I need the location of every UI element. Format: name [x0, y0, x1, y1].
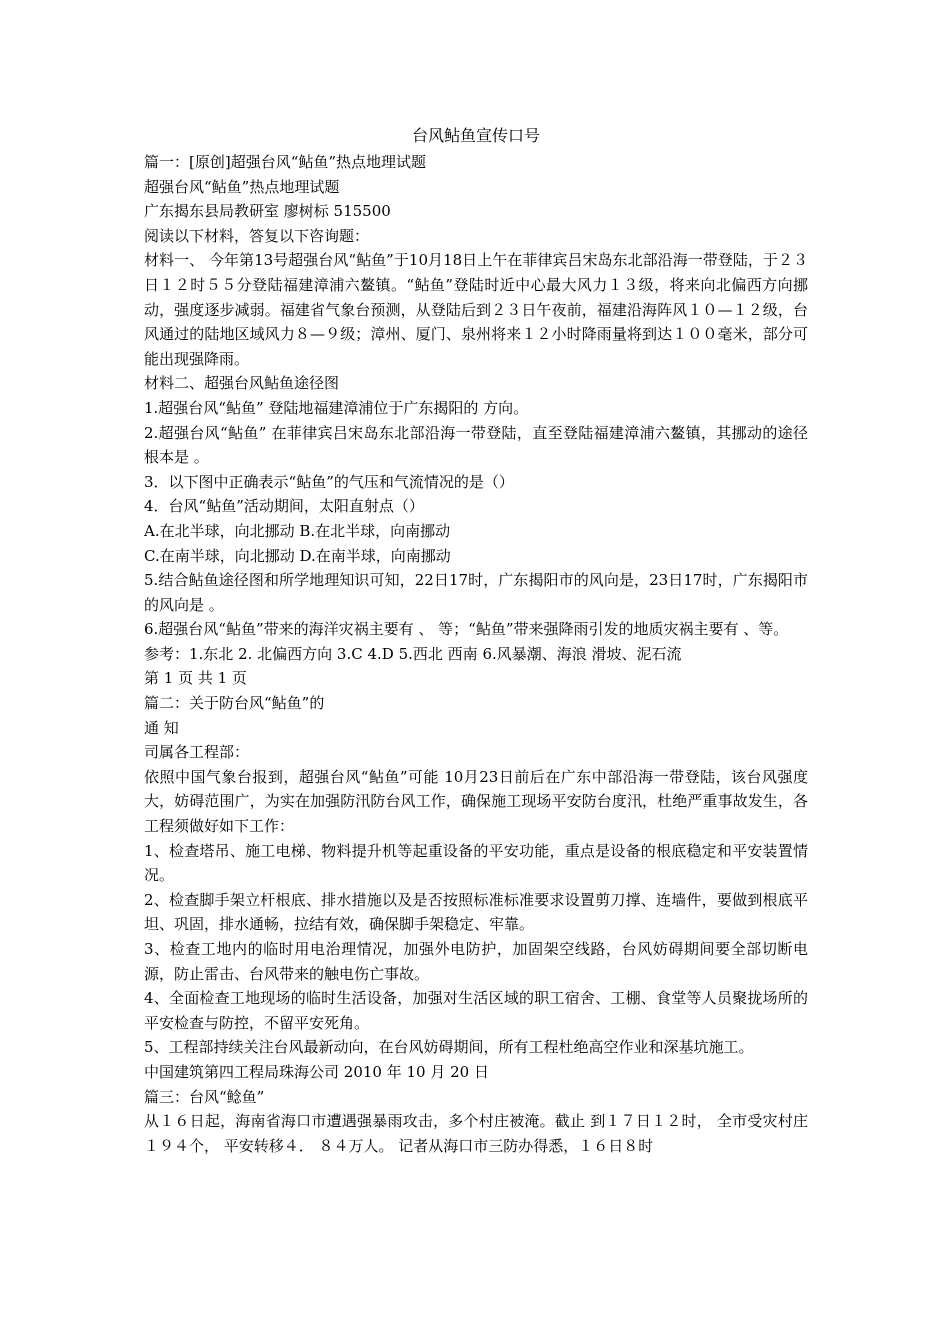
- document-paragraph: 1.超强台风“鲇鱼” 登陆地福建漳浦位于广东揭阳的 方向。: [144, 398, 529, 417]
- document-paragraph: 6.超强台风“鲇鱼”带来的海洋灾祸主要有 、 等；“鲇鱼”带来强降雨引发的地质灾祸主要有 、等。: [144, 620, 789, 639]
- document-paragraph: 2、检查脚手架立杆根底、排水措施以及是否按照标准标准要求设置剪刀撑、连墙件，要做到根底平坦、巩固，排水通畅，拉结有效，确保脚手架稳定、牢靠。: [144, 890, 808, 934]
- document-paragraph: 从１６日起，海南省海口市遭遇强暴雨攻击，多个村庄被淹。截止 到１７日１２时， 全市受灾村庄１９４个， 平安转移４． ８４万人。 记者从海口市三防办得悉，１６日８时: [144, 1112, 808, 1155]
- document-paragraph: 广东揭东县局教研室 廖树标 515500: [144, 202, 391, 221]
- document-paragraph: 第 1 页 共 1 页: [144, 669, 247, 688]
- document-paragraph: 5、工程部持续关注台风最新动向，在台风妨碍期间，所有工程杜绝高空作业和深基坑施工。: [144, 1038, 754, 1057]
- document-paragraph: 3．以下图中正确表示“鲇鱼”的气压和气流情况的是（）: [144, 472, 514, 491]
- document-paragraph: 篇三：台风“鲶鱼”: [144, 1087, 265, 1106]
- document-page: [144, 124, 808, 1158]
- document-paragraph: 4、全面检查工地现场的临时生活设备，加强对生活区域的职工宿舍、工棚、食堂等人员聚拢场所的平安检查与防控，不留平安死角。: [144, 989, 808, 1032]
- document-paragraph: 参考：1.东北 2. 北偏西方向 3.C 4.D 5.西北 西南 6.风暴潮、海浪 滑坡、泥石流: [144, 644, 682, 663]
- document-body: [144, 150, 808, 1158]
- document-paragraph: 3、检查工地内的临时用电治理情况，加强外电防护，加固架空线路，台风妨碍期间要全部切断电源，防止雷击、台风带来的触电伤亡事故。: [144, 940, 808, 983]
- document-paragraph: 篇二：关于防台风“鲇鱼”的: [144, 694, 325, 713]
- document-paragraph: 阅读以下材料，答复以下咨询题：: [144, 226, 370, 245]
- document-paragraph: 1、检查塔吊、施工电梯、物料提升机等起重设备的平安功能，重点是设备的根底稳定和平安装置情况。: [144, 841, 808, 885]
- document-paragraph: 中国建筑第四工程局珠海公司 2010 年 10 月 20 日: [144, 1062, 489, 1081]
- document-title: 台风鲇鱼宣传口号: [411, 126, 540, 145]
- document-paragraph: 通 知: [144, 718, 179, 737]
- document-paragraph: 依照中国气象台报到，超强台风“鲇鱼”可能 10月23日前后在广东中部沿海一带登陆，该台风强度大，妨碍范围广，为实在加强防汛防台风工作，确保施工现场平安防台度汛，杜绝严重事故发生，各工程须做好如下工作：: [144, 767, 808, 836]
- document-paragraph: 材料一、 今年第13号超强台风“鲇鱼”于10月18日上午在菲律宾吕宋岛东北部沿海一带登陆，于２３日１２时５５分登陆福建漳浦六鳌镇。“鲇鱼”登陆时近中心最大风力１３级，将来向北偏西方向挪动，强度逐步减弱。福建省气象台预测，从登陆后到２３日午夜前，福建沿海阵风１０—１２级，台风通过的陆地区域风力８—９级；漳州、厦门、泉州将来１２小时降雨量将到达１００毫米，部分可能出现强降雨。: [144, 251, 808, 368]
- document-paragraph: 5.结合鲇鱼途径图和所学地理知识可知，22日17时，广东揭阳市的风向是，23日17时，广东揭阳市的风向是 。: [144, 571, 808, 614]
- document-paragraph: 4．台风“鲇鱼”活动期间，太阳直射点（）: [144, 497, 424, 516]
- document-paragraph: C.在南半球，向北挪动 D.在南半球，向南挪动: [144, 546, 451, 565]
- document-paragraph: 2.超强台风“鲇鱼” 在菲律宾吕宋岛东北部沿海一带登陆，直至登陆福建漳浦六鳌镇，其挪动的途径根本是 。: [144, 423, 808, 467]
- document-paragraph: 司属各工程部：: [144, 743, 250, 762]
- document-paragraph: A.在北半球，向北挪动 B.在北半球，向南挪动: [144, 521, 451, 540]
- document-paragraph: 材料二、超强台风鲇鱼途径图: [144, 374, 340, 393]
- document-paragraph: 篇一：[原创]超强台风“鲇鱼”热点地理试题: [144, 153, 427, 171]
- document-paragraph: 超强台风“鲇鱼”热点地理试题: [144, 177, 340, 196]
